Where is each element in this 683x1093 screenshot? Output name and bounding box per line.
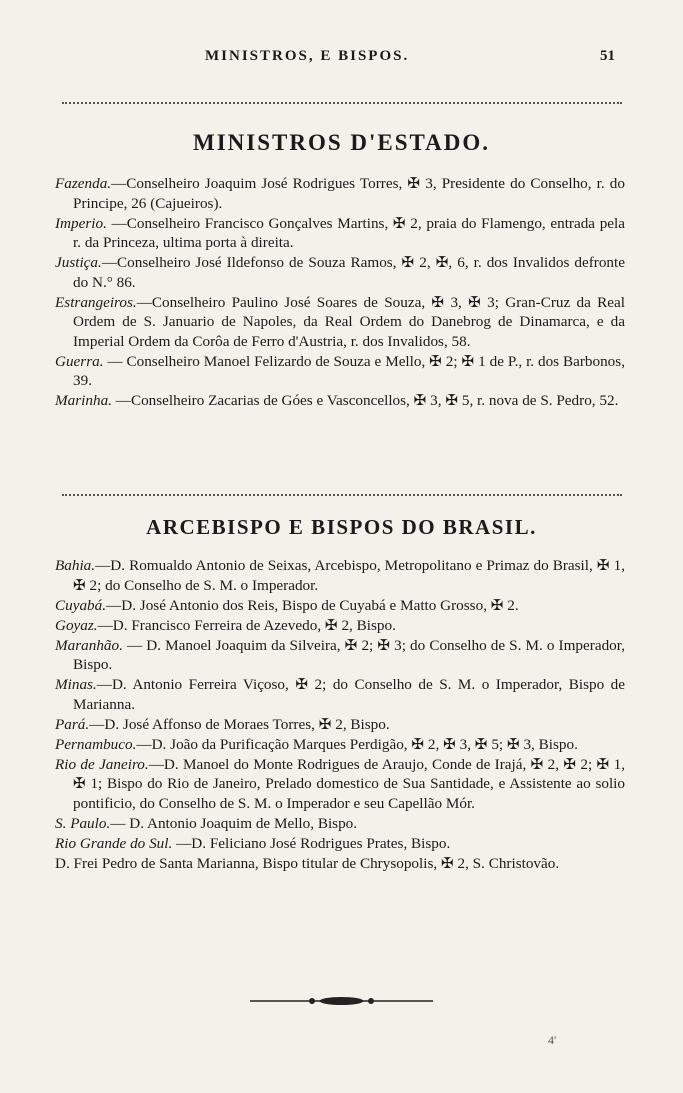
running-head [0, 48, 683, 68]
list-item: S. Paulo.— D. Antonio Joaquim de Mello, Bispo. [55, 814, 358, 832]
list-item: Cuyabá.—D. José Antonio dos Reis, Bispo de Cuyabá e Matto Grosso, ✠ 2. [55, 596, 519, 614]
list-item: Minas.—D. Antonio Ferreira Viçoso, ✠ 2; do Conselho de S. M. o Imperador, Bispo de Marianna. [55, 676, 625, 713]
list-item: Pernambuco.—D. João da Purificação Marques Perdigão, ✠ 2, ✠ 3, ✠ 5; ✠ 3, Bispo. [55, 735, 578, 753]
corner-mark: 4' [548, 1033, 557, 1047]
section-heading-ministros: MINISTROS D'ESTADO. [192, 130, 491, 155]
list-item: Goyaz.—D. Francisco Ferreira de Azevedo, ✠ 2, Bispo. [55, 616, 396, 634]
list-item: Rio de Janeiro.—D. Manoel do Monte Rodrigues de Araujo, Conde de Irajá, ✠ 2, ✠ 2; ✠ 1, ✠ 1; Bispo do Rio de Janeiro, Prelado domestico de Sua Santidade, e Assistente ao solio pontificio, do Conselho de S. M. o Imperador e seu Capellão Mór. [55, 755, 625, 812]
section-heading-bispos: ARCEBISPO E BISPOS DO BRASIL. [146, 515, 537, 539]
middle-rule [62, 494, 622, 496]
list-item: Guerra. — Conselheiro Manoel Felizardo de Souza e Mello, ✠ 2; ✠ 1 de P., r. dos Barbonos, 39. [55, 352, 625, 389]
running-head-title: MINISTROS, E BISPOS. [205, 48, 410, 64]
list-item: D. Frei Pedro de Santa Marianna, Bispo titular de Chrysopolis, ✠ 2, S. Christovão. [55, 854, 560, 872]
page-number: 51 [600, 48, 615, 64]
list-item: Estrangeiros.—Conselheiro Paulino José Soares de Souza, ✠ 3, ✠ 3; Gran-Cruz da Real Ordem de S. Januario de Napoles, da Real Ordem do Danebrog de Dinamarca, e da Imperial Ordem da Corôa de Ferro d'Austria, r. dos Invalidos, 58. [55, 293, 625, 350]
list-item: Justiça.—Conselheiro José Ildefonso de Souza Ramos, ✠ 2, ✠, 6, r. dos Invalidos defronte do N.° 86. [55, 254, 625, 291]
list-item: Marinha. —Conselheiro Zacarias de Góes e Vasconcellos, ✠ 3, ✠ 5, r. nova de S. Pedro, 52. [55, 392, 619, 409]
tailpiece-ornament-icon [250, 996, 433, 1006]
list-item: Imperio. —Conselheiro Francisco Gonçalves Martins, ✠ 2, praia do Flamengo, entrada pela r. da Princeza, ultima porta à direita. [55, 214, 625, 251]
top-rule [62, 102, 622, 104]
ministros-list [55, 174, 625, 411]
list-item: Rio Grande do Sul. —D. Feliciano José Rodrigues Prates, Bispo. [55, 834, 451, 852]
list-item: Bahia.—D. Romualdo Antonio de Seixas, Arcebispo, Metropolitano e Primaz do Brasil, ✠ 1, ✠ 2; do Conselho de S. M. o Imperador. [55, 557, 625, 594]
list-item: Fazenda.—Conselheiro Joaquim José Rodrigues Torres, ✠ 3, Presidente do Conselho, r. do Principe, 26 (Cajueiros). [55, 175, 625, 212]
list-item: Pará.—D. José Affonso de Moraes Torres, ✠ 2, Bispo. [55, 715, 390, 733]
bispos-list [55, 556, 625, 874]
list-item: Maranhão. — D. Manoel Joaquim da Silveira, ✠ 2; ✠ 3; do Conselho de S. M. o Imperador, Bispo. [55, 636, 625, 673]
